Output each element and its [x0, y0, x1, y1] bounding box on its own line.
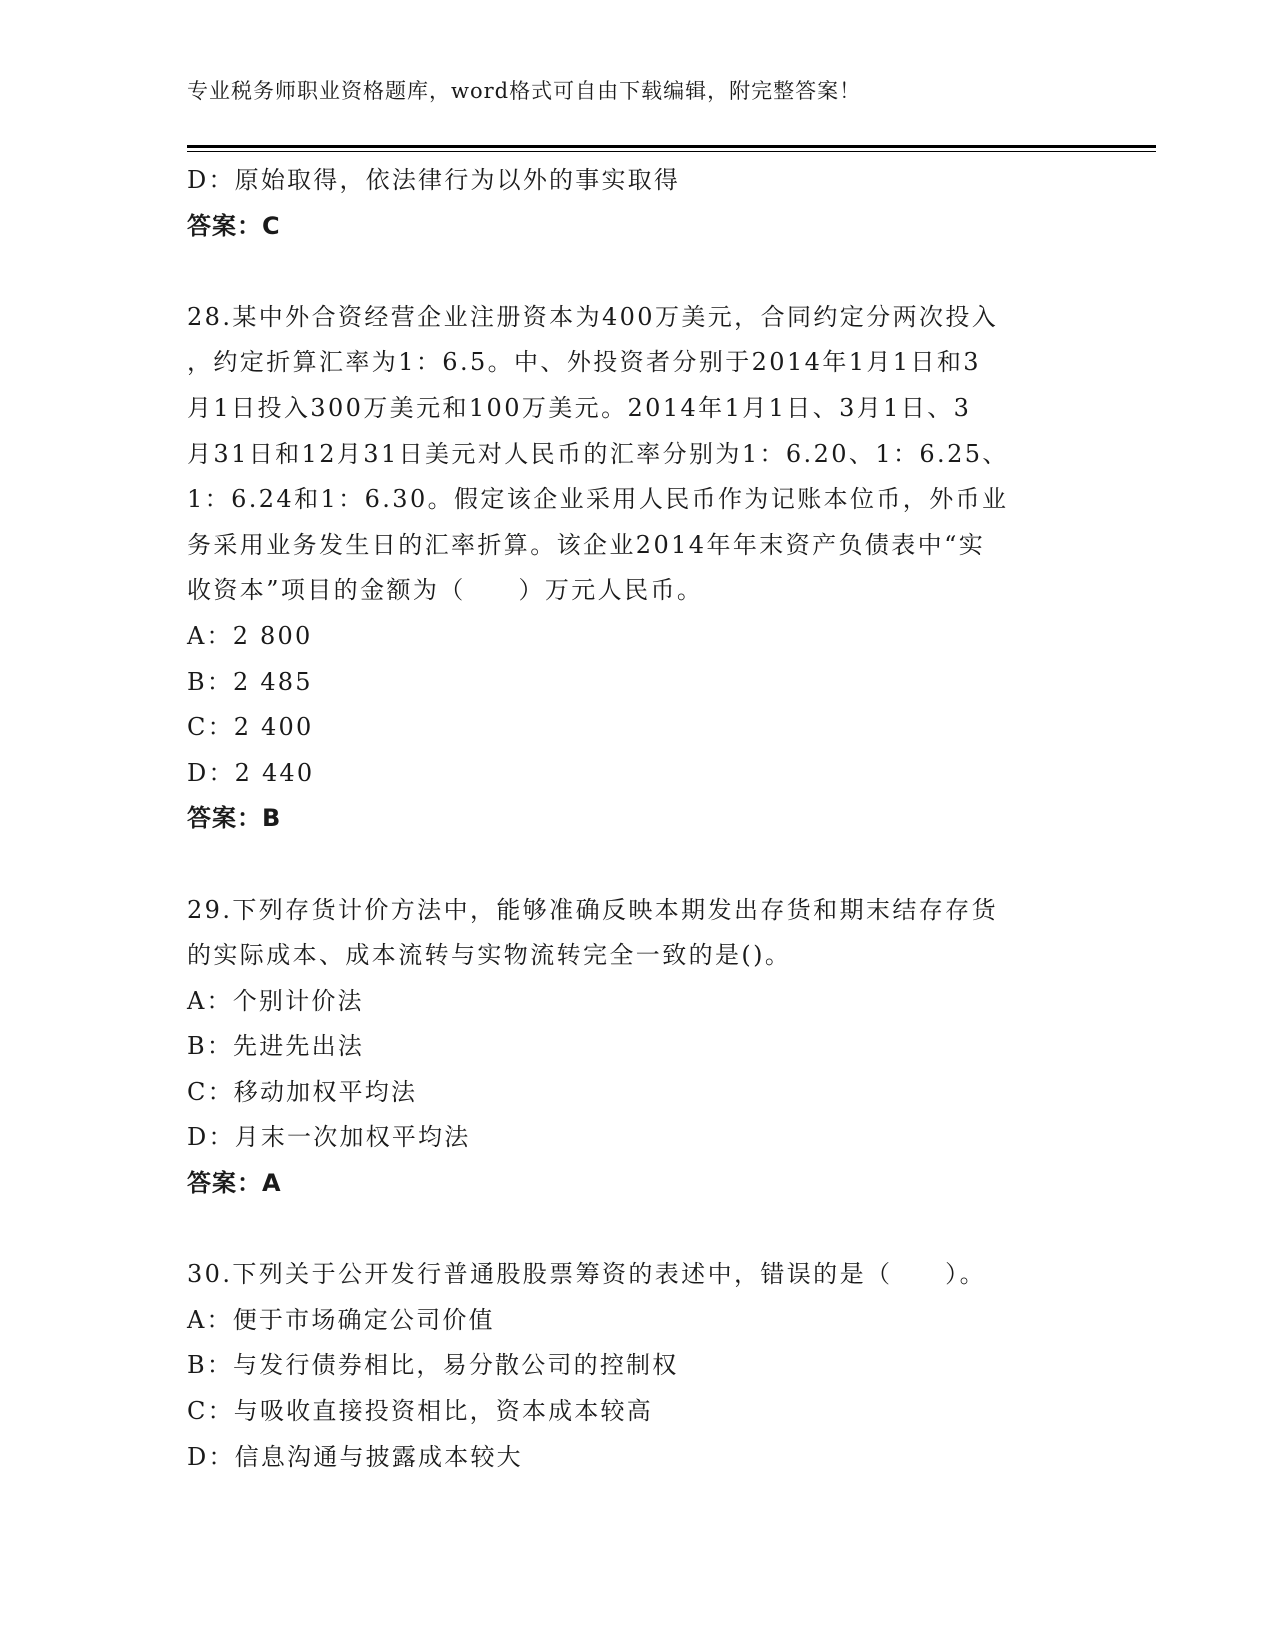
question-29-option-b: B：先进先出法	[187, 1032, 365, 1061]
question-29-answer: 答案：A	[187, 1169, 282, 1198]
question-28-line-3: 月1日投入300万美元和100万美元。2014年1月1日、3月1日、3	[187, 393, 972, 422]
question-29-option-c: C：移动加权平均法	[187, 1077, 418, 1106]
spacer	[187, 1207, 1087, 1253]
question-28-line-7: 收资本”项目的金额为（ ）万元人民币。	[187, 576, 704, 605]
question-30-option-a: A：便于市场确定公司价值	[187, 1305, 495, 1334]
header-rule-thick	[187, 145, 1156, 148]
question-28-line-5: 1：6.24和1：6.30。假定该企业采用人民币作为记账本位币，外币业	[187, 485, 1009, 514]
header-rule-thin	[187, 151, 1156, 152]
question-29-option-a: A：个别计价法	[187, 986, 364, 1015]
prev-option-d: D：原始取得，依法律行为以外的事实取得	[187, 166, 681, 194]
question-28-option-a: A：2 800	[187, 621, 313, 650]
question-29-option-d: D：月末一次加权平均法	[187, 1123, 471, 1152]
question-28-line-6: 务采用业务发生日的汇率折算。该企业2014年年末资产负债表中“实	[187, 530, 986, 559]
question-28-option-d: D：2 440	[187, 758, 315, 787]
question-30-option-b: B：与发行债券相比，易分散公司的控制权	[187, 1351, 679, 1380]
question-30-option-c: C：与吸收直接投资相比，资本成本较高	[187, 1397, 653, 1426]
prev-answer: 答案：C	[187, 211, 281, 240]
spacer	[187, 249, 1087, 295]
question-28-answer: 答案：B	[187, 804, 282, 833]
question-28-line-4: 月31日和12月31日美元对人民币的汇率分别为1：6.20、1：6.25、	[187, 439, 1009, 468]
question-30-stem	[187, 1252, 1087, 1298]
question-28-stem	[187, 295, 1087, 614]
question-28-line-1: 28.某中外合资经营企业注册资本为400万美元，合同约定分两次投入	[187, 302, 999, 331]
page-header: 专业税务师职业资格题库，word格式可自由下载编辑，附完整答案！	[187, 79, 862, 103]
question-29-line-1: 29.下列存货计价方法中，能够准确反映本期发出存货和期末结存存货	[187, 895, 998, 924]
question-28-option-b: B：2 485	[187, 667, 313, 696]
question-content	[187, 158, 1087, 1480]
question-29-stem	[187, 888, 1087, 979]
spacer	[187, 842, 1087, 888]
question-30-option-d: D：信息沟通与披露成本较大	[187, 1442, 523, 1471]
question-28-option-c: C：2 400	[187, 713, 314, 742]
question-29-line-2: 的实际成本、成本流转与实物流转完全一致的是()。	[187, 941, 792, 970]
question-28-line-2: ，约定折算汇率为1：6.5。中、外投资者分别于2014年1月1日和3	[187, 348, 981, 377]
question-30-line-1: 30.下列关于公开发行普通股股票筹资的表述中，错误的是（ ）。	[187, 1260, 986, 1289]
